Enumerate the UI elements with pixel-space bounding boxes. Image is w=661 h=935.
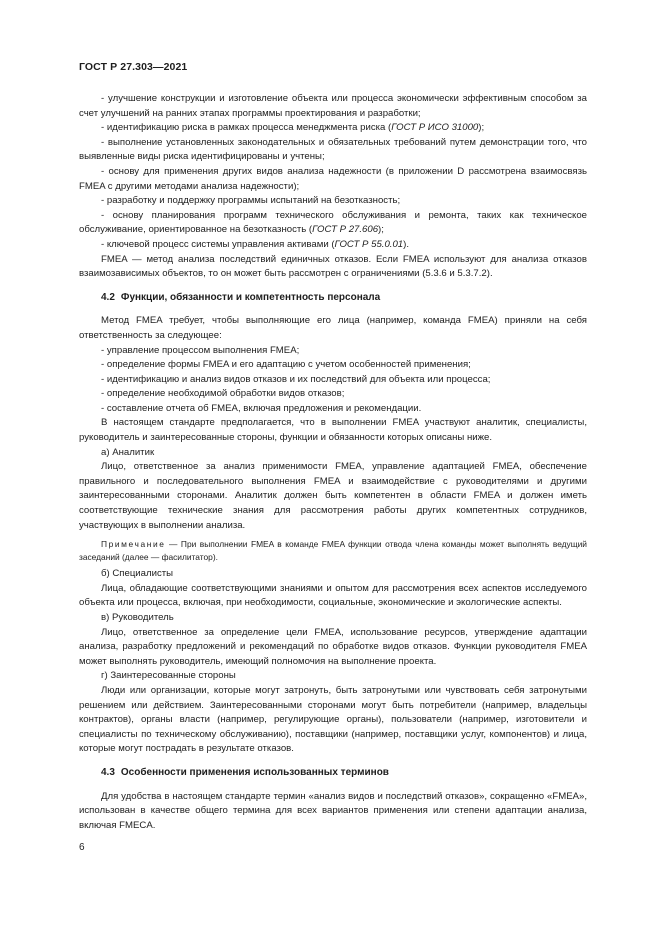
standard-reference: ГОСТ Р ИСО 31000 [391,122,479,134]
paragraph: Для удобства в настоящем стандарте термин «анализ видов и последствий отказов», сокращенно «FMEA», использован в качестве общего термина для всех вариантов применения или степени адаптации анализа, включая FMECA. [79,790,587,831]
standard-reference: ГОСТ Р 27.606 [312,224,379,236]
note-label: Примечание [101,539,166,550]
fmea-note-paragraph: FMEA — метод анализа последствий единичных отказов. Если FMEA используют для анализа отказов взаимозависимых объектов, то он может быть рассмотрен с ограничениями (5.3.6 и 5.3.7.2). [79,253,587,280]
role-title-stakeholders: г) Заинтересованные стороны [101,670,236,682]
list-item: - составление отчета об FMEA, включая предложения и рекомендации. [101,402,422,414]
list-item: - определение необходимой обработки видов отказов; [101,388,345,400]
role-text-specialists: Лица, обладающие соответствующими знаниями и опытом для рассмотрения всех аспектов исследуемого объекта или процесса, включая, при необходимости, социальные, экономические и экологические аспекты. [79,582,587,609]
role-text-analyst: Лицо, ответственное за анализ применимости FMEA, управление адаптацией FMEA, обеспечение правильного и последовательного выполнения FMEA и взаимодействие с руководителями и другими заинтересованными сторонами. Аналитик должен быть компетентен в области FMEA и должен иметь соответствующие технические знания для рассмотрения работы других компетентных сотрудников, участвующих в выполнении анализа. [79,461,587,531]
standard-reference: ГОСТ Р 55.0.01 [334,238,404,250]
role-title-manager: в) Руководитель [101,612,174,623]
role-text-stakeholders: Люди или организации, которые могут затронуть, быть затронутыми или чувствовать себя затронутыми решением или действием. Заинтересованными сторонами могут быть потребители (например, владельцы контрактов), органы власти (например, регулирующие органы), пользователи (например, изготовители и специалисты по техническому обслуживанию), поставщики (например, поставщики услуг, компонентов) и лица, которые могут пострадать в результате отказов. [79,684,587,755]
list-item: - ключевой процесс системы управления активами (ГОСТ Р 55.0.01). [101,238,409,250]
role-title-specialists: б) Специалисты [101,568,174,580]
list-item: - идентификацию и анализ видов отказов и их последствий для объекта или процесса; [101,373,491,385]
note: Примечание — При выполнении FMEA в команде FMEA функции отвода члена команды может выполнять ведущий заседаний (далее — фасилитатор). [79,539,587,562]
list-item: - улучшение конструкции и изготовление объекта или процесса экономически эффективным способом за счет улучшений на ранних этапах программы проектирования и разработки; [79,93,587,119]
paragraph: Метод FMEA требует, чтобы выполняющие его лица (например, команда FMEA) приняли на себя ответственность за следующее: [79,315,587,341]
list-item: - определение формы FMEA и его адаптацию с учетом особенностей применения; [101,359,471,371]
list-item: - управление процессом выполнения FMEA; [101,344,300,356]
role-title-analyst: а) Аналитик [101,446,155,458]
list-item: - основу для применения других видов анализа надежности (в приложении D рассмотрена взаимосвязь FMEA с другими методами анализа надежности); [79,165,587,192]
list-item: - основу планирования программ технического обслуживания и ремонта, таких как техническое обслуживание, ориентированное на безотказность (ГОСТ Р 27.606); [79,209,587,236]
document-body [79,92,587,833]
role-text-manager: Лицо, ответственное за определение цели FMEA, использование ресурсов, утверждение адаптации анализа, разработку предложений и рекомендаций по обработке видов отказов. Функции руководителя FMEA может выполнять руководитель, имеющий полномочия на выполнение проекта. [79,626,587,667]
document-header: ГОСТ Р 27.303—2021 [79,61,188,73]
list-item: - выполнение установленных законодательных и обязательных требований путем демонстрации того, что выявленные виды риска идентифицированы и учтены; [79,136,587,163]
page-number: 6 [79,842,85,853]
list-item: - разработку и поддержку программы испытаний на безотказность; [101,195,401,207]
paragraph: В настоящем стандарте предполагается, что в выполнении FMEA участвуют аналитик, специалисты, руководитель и заинтересованные стороны, функции и обязанности которых описаны ниже. [79,417,587,444]
list-item: - идентификацию риска в рамках процесса менеджмента риска (ГОСТ Р ИСО 31000); [101,122,485,134]
section-heading-4-2: 4.2 Функции, обязанности и компетентность персонала [101,291,381,303]
section-heading-4-3: 4.3 Особенности применения использованных терминов [101,766,389,778]
